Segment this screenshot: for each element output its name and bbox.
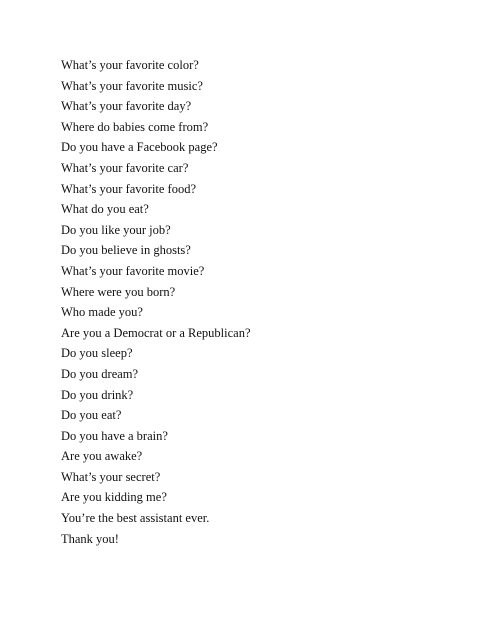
question-line: What’s your secret?	[61, 469, 161, 484]
question-list	[61, 55, 251, 549]
question-line: Are you a Democrat or a Republican?	[61, 325, 251, 340]
question-line: Do you drink?	[61, 387, 134, 402]
question-line: Do you eat?	[61, 408, 122, 423]
question-line: What’s your favorite movie?	[61, 263, 205, 278]
question-line: What’s your favorite car?	[61, 160, 189, 175]
question-line: What’s your favorite music?	[61, 78, 203, 93]
question-line: Do you like your job?	[61, 222, 171, 237]
question-line: Do you dream?	[61, 366, 139, 381]
question-line: What’s your favorite day?	[61, 99, 192, 114]
question-line: Where do babies come from?	[61, 119, 209, 134]
question-line: What’s your favorite food?	[61, 181, 197, 196]
question-line: Where were you born?	[61, 284, 176, 299]
question-line: Do you sleep?	[61, 346, 133, 361]
question-line: What do you eat?	[61, 202, 149, 217]
question-line: You’re the best assistant ever.	[61, 511, 210, 526]
question-line: Do you have a Facebook page?	[61, 140, 218, 155]
question-line: What’s your favorite color?	[61, 58, 199, 72]
question-line: Do you believe in ghosts?	[61, 243, 191, 258]
question-line: Thank you!	[61, 531, 119, 546]
question-line: Are you awake?	[61, 449, 143, 464]
question-line: Are you kidding me?	[61, 490, 167, 505]
question-line: Do you have a brain?	[61, 428, 168, 443]
question-line: Who made you?	[61, 305, 143, 320]
